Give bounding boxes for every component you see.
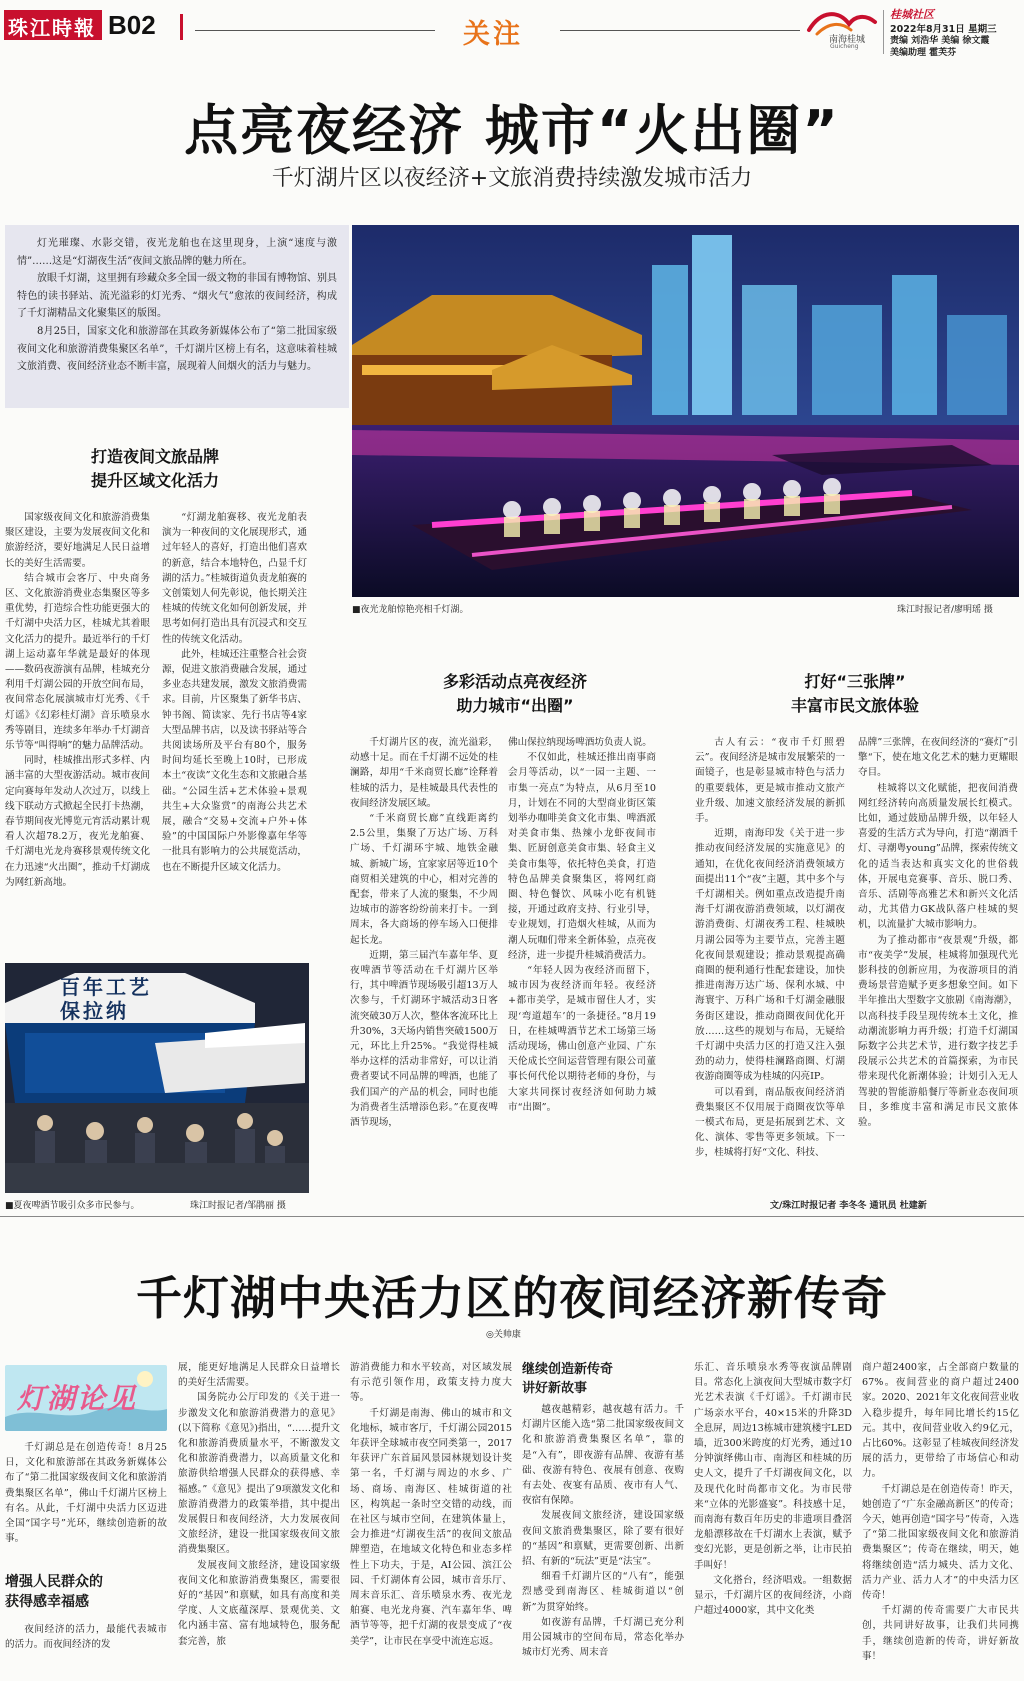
section2-column-a <box>350 735 498 1205</box>
lead-paragraph: 放眼千灯湖，这里拥有珍藏众多全国一级文物的非国有博物馆、别具特色的读书驿站、流光溢彩的灯光秀、“烟火气”愈浓的夜间经济，构成了千灯湖精品文化聚集区的版图。 <box>17 273 337 320</box>
article2-paragraph: 细看千灯湖片区的“八有”，能强烈感受到南海区、桂城街道以“创新”为贯穿始终。 <box>522 1571 684 1613</box>
lead-box <box>5 225 349 408</box>
section2-title-line2: 助力城市“出圈” <box>456 696 574 715</box>
assistant-editor: 美编助理 霍芙芬 <box>890 48 957 58</box>
column-logo <box>5 1365 167 1431</box>
lead-paragraph: 8月25日，国家文化和旅游部在其政务新媒体公布了“第二批国家级夜间文化和旅游消费集聚区名单”，千灯湖片区榜上有名，这意味着桂城文旅消费、夜间经济业态不断丰富，展现着人间烟火的活力与魅力。 <box>17 325 337 373</box>
logo-subcaption: Guicheng <box>830 43 859 50</box>
photo1-caption: ■夜光龙舶惊艳亮相千灯湖。 <box>352 605 469 615</box>
article-divider <box>0 1216 1024 1217</box>
article2-paragraph: 千灯湖的传奇需要广大市民共创，共同讲好故事，让我们共同携手，继续创造新的传奇，讲好新故事！ <box>862 1605 1019 1662</box>
section1-title-line1: 打造夜间文旅品牌 <box>90 447 219 466</box>
paper-name: 珠江時報 <box>8 16 96 40</box>
section3-paragraph: 可以看到，南品版夜间经济消费集聚区不仅用展于商圈夜饮等单一模式布局，更是拓展到艺术、文化、演体、零售等更多领域。下一步，桂城将打好“文化、科技、 <box>695 1086 845 1159</box>
col2-paragraph: “灯湖龙舶赛移、夜光龙舶表演为一种夜间的文化展现形式，通过年轻人的喜好，打造出他们喜欢的新意，结合本地特色，凸显千灯湖的活力。”桂城街道负责龙舶赛的文创策划人何先彰说，他长期关注桂城的传统文化如何创新发展，并思考如何打造出具有沉浸式和交互性的传统文化活动。 <box>162 512 307 645</box>
article2-paragraph: 商户超2400家，占全部商户数量的67%。夜间营业的商户超过2400家。2020、2021年文化夜间营业收入稳步提升，每年同比增长约15亿元。其中，夜间营业收入约9亿元，占比60%。这彰显了桂城夜间经济发展的活力，更带给了市场信心和动力。 <box>862 1362 1019 1480</box>
section2-column-b <box>508 735 656 1205</box>
article2-subhead2 <box>522 1360 684 1398</box>
section-label: 关注 <box>463 19 523 50</box>
section2-paragraph: 不仅如此，桂城还推出南事商会月等活动，以“一园一主题、一市集一亮点”为特点，从6月至10月，计划在不同的大型商业街区策划举办咖啡美食文化市集、啤酒派对美食市集、热辣小龙虾夜间市集、匠厨创意美食市集、轻食主义美食市集等，依托特色美食，打造特色品牌美食聚集区，将网红商圈、特色餐饮、风味小吃有机链接，开通过政府支持、行业引导，专业规划，打造烟火桂城，从而为潮人玩咖们带来全新体验，点亮夜经济，进一步提升桂城消费活力。 <box>508 752 656 961</box>
article2-subhead2-line1: 继续创造新传奇 <box>522 1362 614 1377</box>
article2-paragraph: 越夜越精彩，越夜越有活力。千灯湖片区能入选“第二批国家级夜间文化和旅游消费集聚区名单”，靠的是“入有”，即夜游有品牌、夜游有基础、夜游有特色、夜展有创意、夜购有去处、夜宴有品质、夜市有人气、夜宿有保障。 <box>522 1404 684 1507</box>
article2-subhead1 <box>5 1572 167 1612</box>
section3-paragraph: 品牌”三张牌，在夜间经济的“赛灯”引擎“下，使在地文化艺术的魅力更耀眼夺目。 <box>858 737 1018 779</box>
article2-paragraph: 发展夜间文旅经济，建设国家级夜间文旅消费集聚区，除了要有很好的“基因”和禀赋，更需要创新、出新招、有新的“玩法”更是“法宝”。 <box>522 1510 684 1568</box>
article2-col5 <box>694 1360 852 1672</box>
header-bar-mark <box>180 14 183 40</box>
article2-paragraph: 千灯湖总是在创造传奇！8月25日，文化和旅游部在其政务新媒体公布了“第二批国家级夜间文化和旅游消费集聚区名单”，佛山千灯湖片区榜上有名。从此，千灯湖中央活力区迈进全国“国字号”光环，继续创造新的故事。 <box>5 1442 167 1545</box>
headline: 点亮夜经济 城市“火出圈” <box>184 99 840 162</box>
byline: 文/珠江时报记者 李冬冬 通讯员 杜建新 <box>770 1201 927 1211</box>
section2-paragraph: “年轻人因为夜经济而留下，城市因为夜经济而年轻。夜经济+都市美学，是城市留住人才，实现‘弯道超车’的一条捷径。”8月19日，在桂城啤酒节艺术工场第三场活动现场，佛山创意产业园、广东天伦成长空间运营管理有限公司董事长何代伦以期待老师的身份，与大家共同探讨夜经济如何助力城市“出圈”。 <box>508 965 656 1113</box>
photo2-caption: ■夏夜啤酒节吸引众多市民参与。 <box>5 1201 140 1211</box>
article2-paragraph: 国务院办公厅印发的《关于进一步激发文化和旅游消费潜力的意见》(以下简称《意见》)指出，“……提升文化和旅游消费质量水平，不断激发文化和旅游消费潜力，以高质量文化和旅游供给增强人民群众的获得感、幸福感。”《意见》提出了9项激发文化和旅游消费潜力的政策举措，其中提出发展假日和夜间经济，大力发展夜间文旅经济，建设一批国家级夜间文旅消费集聚区。 <box>178 1392 340 1556</box>
column-name: 桂城社区 <box>890 8 934 21</box>
section3-title <box>700 670 1010 718</box>
photo1-credit: 珠江时报记者/廖明瑶 摄 <box>897 605 993 615</box>
page-number: B02 <box>108 10 156 40</box>
section3-paragraph: 为了推动都市“夜景观”升级，都市“夜美学”发展，桂城将加强现代光影科技的创新应用，为夜游项目的消费场景营造赋予更多想象空间。如下半年推出大型数字文旅剧《南海潮》，以高科技手段呈现传统本土文化，推动潮流影响力再升级；打造千灯湖国际数字公共艺术节，进行数字技艺手段展示公共艺术的首篇探索，为市民带来现代化新潮体验；计划引入无人驾驶的智能游船餐厅等新业态夜间项目，多维度丰富和满足市民文旅体验。 <box>858 934 1018 1129</box>
article2-paragraph: 游消费能力和水平较高，对区域发展有示范引领作用，政策支持力度大等。 <box>350 1362 512 1404</box>
section3-column-a <box>695 735 845 1185</box>
article2-paragraph: 如夜游有品牌，千灯湖已充分利用公园城市的空间布局，常态化举办城市灯光秀、周末音 <box>522 1616 684 1659</box>
lead-paragraph: 灯光璀璨、水影交错，夜光龙舶也在这里现身，上演“速度与激情”……这是“灯湖夜生活”夜间文旅品牌的魅力所在。 <box>17 238 337 267</box>
section2-title <box>360 670 670 718</box>
article2-col2 <box>178 1360 340 1672</box>
section1-column <box>5 510 150 956</box>
article2-paragraph: 发展夜间文旅经济，建设国家级夜间文化和旅游消费集聚区，需要很好的“基因”和禀赋，如具有高度和美学度、人文底蕴深厚、景观优美、文化内涵丰富、富有地域特色，服务配套完善，旅 <box>178 1559 340 1647</box>
section2-paragraph: 千灯湖片区的夜，流光溢彩，动感十足。而在千灯湖不远处的桂澜路，却用“千米商贸长廊”诠释着桂城的活力，是桂城最具代表性的夜间经济发展区域。 <box>350 737 498 809</box>
section2-paragraph: “千米商贸长廊”直线距离约2.5公里，集聚了万达广场、万科广场、千灯湖环宇城、地铁金融城、新城广场，宜家家居等近10个商贸相关建筑的中心，相对完善的配套，带来了人流的聚集，不少周边城市的游客纷纷前来打卡。一到周末，各大商场的停车场入口便排起长龙。 <box>350 813 498 946</box>
article2-col1-tail <box>5 1622 167 1672</box>
article2-col4 <box>522 1402 684 1672</box>
section2-paragraph: 佛山保拉纳现场啤酒坊负责人说。 <box>508 737 652 748</box>
header-divider <box>883 10 884 54</box>
article2-author: ◎关帅康 <box>486 1330 521 1340</box>
header-rule-left <box>195 30 435 31</box>
section1-paragraph: 国家级夜间文化和旅游消费集聚区建设，主要为发展夜间文化和旅游经济，要好地满足人民日益增长的美好生活需要。 <box>5 512 150 569</box>
section3-paragraph: 古人有云：“夜市千灯照碧云”。夜间经济是城市发展繁荣的一面镜子，也是彰显城市特色与活力的重要载体，更是城市推动文旅产业升级、加速文旅经济发展的新抓手。 <box>695 737 845 825</box>
section3-column-b <box>858 735 1018 1185</box>
article2-subhead2-line2: 讲好新故事 <box>522 1381 588 1396</box>
photo2-sign: 百年工艺 保拉纳 <box>60 975 152 1023</box>
section3-paragraph: 近期，南海印发《关于进一步推动夜间经济发展的实施意见》的通知，在优化夜间经济消费领域方面提出11个“夜”主题，其中多个与千灯湖相关。例如重点改造提升南海千灯湖夜游消费领域，以灯湖夜游消费街、灯湖夜秀工程、桂城映月湖公园等为主要节点，完善主题化夜间景观建设；推动景观提高确商圈的便利通行性配套建设，加快推进南海万达广场、保利水城、中海寰宇、万科广场和千灯湖金融服务街区建设，推动商圈夜间优化开放……这些的规划与布局，无疑给千灯湖中央活力区的打造又注入强劲的动力，使得桂澜路商圈、灯湖夜游商圈等成为桂城的闪亮IP。 <box>695 828 845 1083</box>
article2-subhead1-line2: 获得感幸福感 <box>5 1594 89 1610</box>
section2-paragraph: 近期，第三届汽车嘉年华、夏夜啤酒节等活动在千灯湖片区举行，其中啤酒节现场吸引超13万人次参与，千灯湖环宇城活动3日客流突破30万人次，整体客流环比上升30%，3天场内销售突破1500万元，环比上升25%。“我觉得桂城举办这样的活动非常好，可以让消费者要试不同品牌的啤酒，也能了我们国产的产品的机会，同时也能为消费者生活增添色彩。”在夏夜啤酒节现场， <box>350 949 498 1129</box>
photo2-credit: 珠江时报记者/邹鹃丽 摄 <box>190 1201 286 1211</box>
section2-title-line1: 多彩活动点亮夜经济 <box>442 672 587 691</box>
article2-paragraph: 夜间经济的活力，最能代表城市的活力。而夜间经济的发 <box>5 1624 167 1651</box>
col2-paragraph: 此外，桂城还注重整合社会资源，促进文旅消费融合发展，通过多业态共建发展，激发文旅消费需求。目前，片区聚集了新华书店、钟书阁、简读家、先行书店等4家大型品牌书店，以及读书驿站等合共阅读场所及平台有80个，服务时间均延长至晚上10时，已形成本土“夜读”文化生态和文旅融合基础。“公园生活+艺术体验+景观共生+大众鉴赏”的南海公共艺术展，融合“交易+交流+户外+体验”的中国国际户外影像嘉年华等一批具有影响力的公共展览活动，也在不断提升区域文化活力。 <box>162 648 307 873</box>
article2-col6 <box>862 1360 1019 1672</box>
section1-column-2 <box>162 510 307 956</box>
editors: 责编 刘浩华 美编 徐文霞 <box>890 36 990 46</box>
photo-dragon-boat <box>352 225 1019 597</box>
article2-paragraph: 乐汇、音乐喷泉水秀等夜演品牌剧目。常态化上演夜间大型城市数字灯光艺术表演《千灯谣》。千灯湖市民广场亲水平台，40×15米的升降3D全息屏，周边13栋城市建筑楼宇LED墙，近300米跨度的灯光秀，通过10分钟演绎佛山市、南海区和桂城的历史人文，提升了千灯湖夜间文化，以及现代化时尚都市文化。为市民带来“立体的光影盛宴”。科技感十足，而南海有数百年历史的非遗项目叠滘龙船漂移故在千灯湖水上表演，赋予变幻光影，更是创新之举，让市民拍手叫好！ <box>694 1362 852 1571</box>
article2-headline: 千灯湖中央活力区的夜间经济新传奇 <box>136 1271 888 1325</box>
column-logo-text: 灯湖论见 <box>17 1382 138 1415</box>
section1-paragraph: 同时，桂城推出形式多样、内涵丰富的大型夜游活动。城市夜间定向赛每年发动人次过万，以线上线下联动方式掀起全民打卡热潮，春节期间夜光博览元宵活动累计观看人次超78.2万，夜光龙舶赛、千灯湖电光龙舟赛移景观传统文化在力迅速“火出圈”，推动千灯湖成为网红新高地。 <box>5 755 150 888</box>
article2-subhead1-line1: 增强人民群众的 <box>5 1574 103 1590</box>
section3-title-line2: 丰富市民文旅体验 <box>790 696 919 715</box>
article2-paragraph: 千灯湖总是在创造传奇！昨天，她创造了“广东金融高新区”的传奇；今天，她再创造“国字号”传奇，入选了“第二批国家级夜间文化和旅游消费集聚区”；传奇在继续，明天，她将继续创造“活力城央、活力文化、活力产业、活力人才”的中央活力区传奇！ <box>862 1483 1019 1602</box>
article2-col3 <box>350 1360 512 1672</box>
section1-title-line2: 提升区域文化活力 <box>90 471 219 490</box>
article2-paragraph: 展，能更好地满足人民群众日益增长的美好生活需要。 <box>178 1362 340 1389</box>
issue-date: 2022年8月31日 星期三 <box>890 24 997 35</box>
article2-paragraph: 文化搭台，经济唱戏。一组数据显示，千灯湖片区的夜间经济，小商户超过4000家，其中文化类 <box>694 1574 852 1617</box>
section1-paragraph: 结合城市会客厅、中央商务区、文化旅游消费业态集聚区等多重优势，打造综合性功能更强大的千灯湖中央活力区，桂城尤其着眼文化活力的提升。最近举行的千灯湖上运动嘉年华就是最好的体现——数码夜游演有品牌，桂城充分利用千灯湖公园的开放空间布局，夜间常态化展演城市灯光秀、《千灯谣》《幻彩桂灯湖》音乐喷泉水秀等剧目，连续多年举办千灯湖音乐节等“叫得响”的魅力品牌活动。 <box>5 572 150 752</box>
article2-paragraph: 千灯湖是南海、佛山的城市和文化地标，城市客厅，千灯湖公园2015年获评全球城市夜空同类第一，2017年获评广东首届风景园林规划设计奖第一名，千灯湖与周边的水乡、广场、商场、南海区、桂城街道的社区，构筑起一条时空交错的动线，而在社区与城市空间，在建筑体量上，会力推进“灯湖夜生活”的夜间文旅品牌塑造，在地域文化特色和业态多样性上下功夫，于是，AI公园、滨江公园、千灯湖体育公园，城市音乐厅、周末音乐汇、音乐喷泉水秀、夜光龙舶赛、电光龙舟赛、汽车嘉年华、啤酒节等等，把千灯湖的夜景变成了“夜美学”，让市民在享受中流连忘返。 <box>350 1407 512 1647</box>
section3-paragraph: 桂城将以文化赋能，把夜间消费网红经济转向高质量发展长红模式。比如，通过鼓励品牌升级，以年轻人喜爱的生活方式为导向，打造“潮酒千灯、寻潮粤young”品牌，探索传统文化的适当表达和真实文化的世俗载体，开展电竞赛事、音乐、脱口秀、音乐、活剧等高雅艺术和新兴文化活动，尤其借力GK战队落户桂城的契机，以流量扩大城市影响力。 <box>858 782 1018 931</box>
section3-title-line1: 打好“三张牌” <box>804 672 906 691</box>
logo-caption: 南海桂城 <box>829 35 866 45</box>
header-rule-right <box>560 30 800 31</box>
article2-col1 <box>5 1440 167 1560</box>
section1-title <box>5 445 305 493</box>
subheadline: 千灯湖片区以夜经济+文旅消费持续激发城市活力 <box>271 166 753 191</box>
